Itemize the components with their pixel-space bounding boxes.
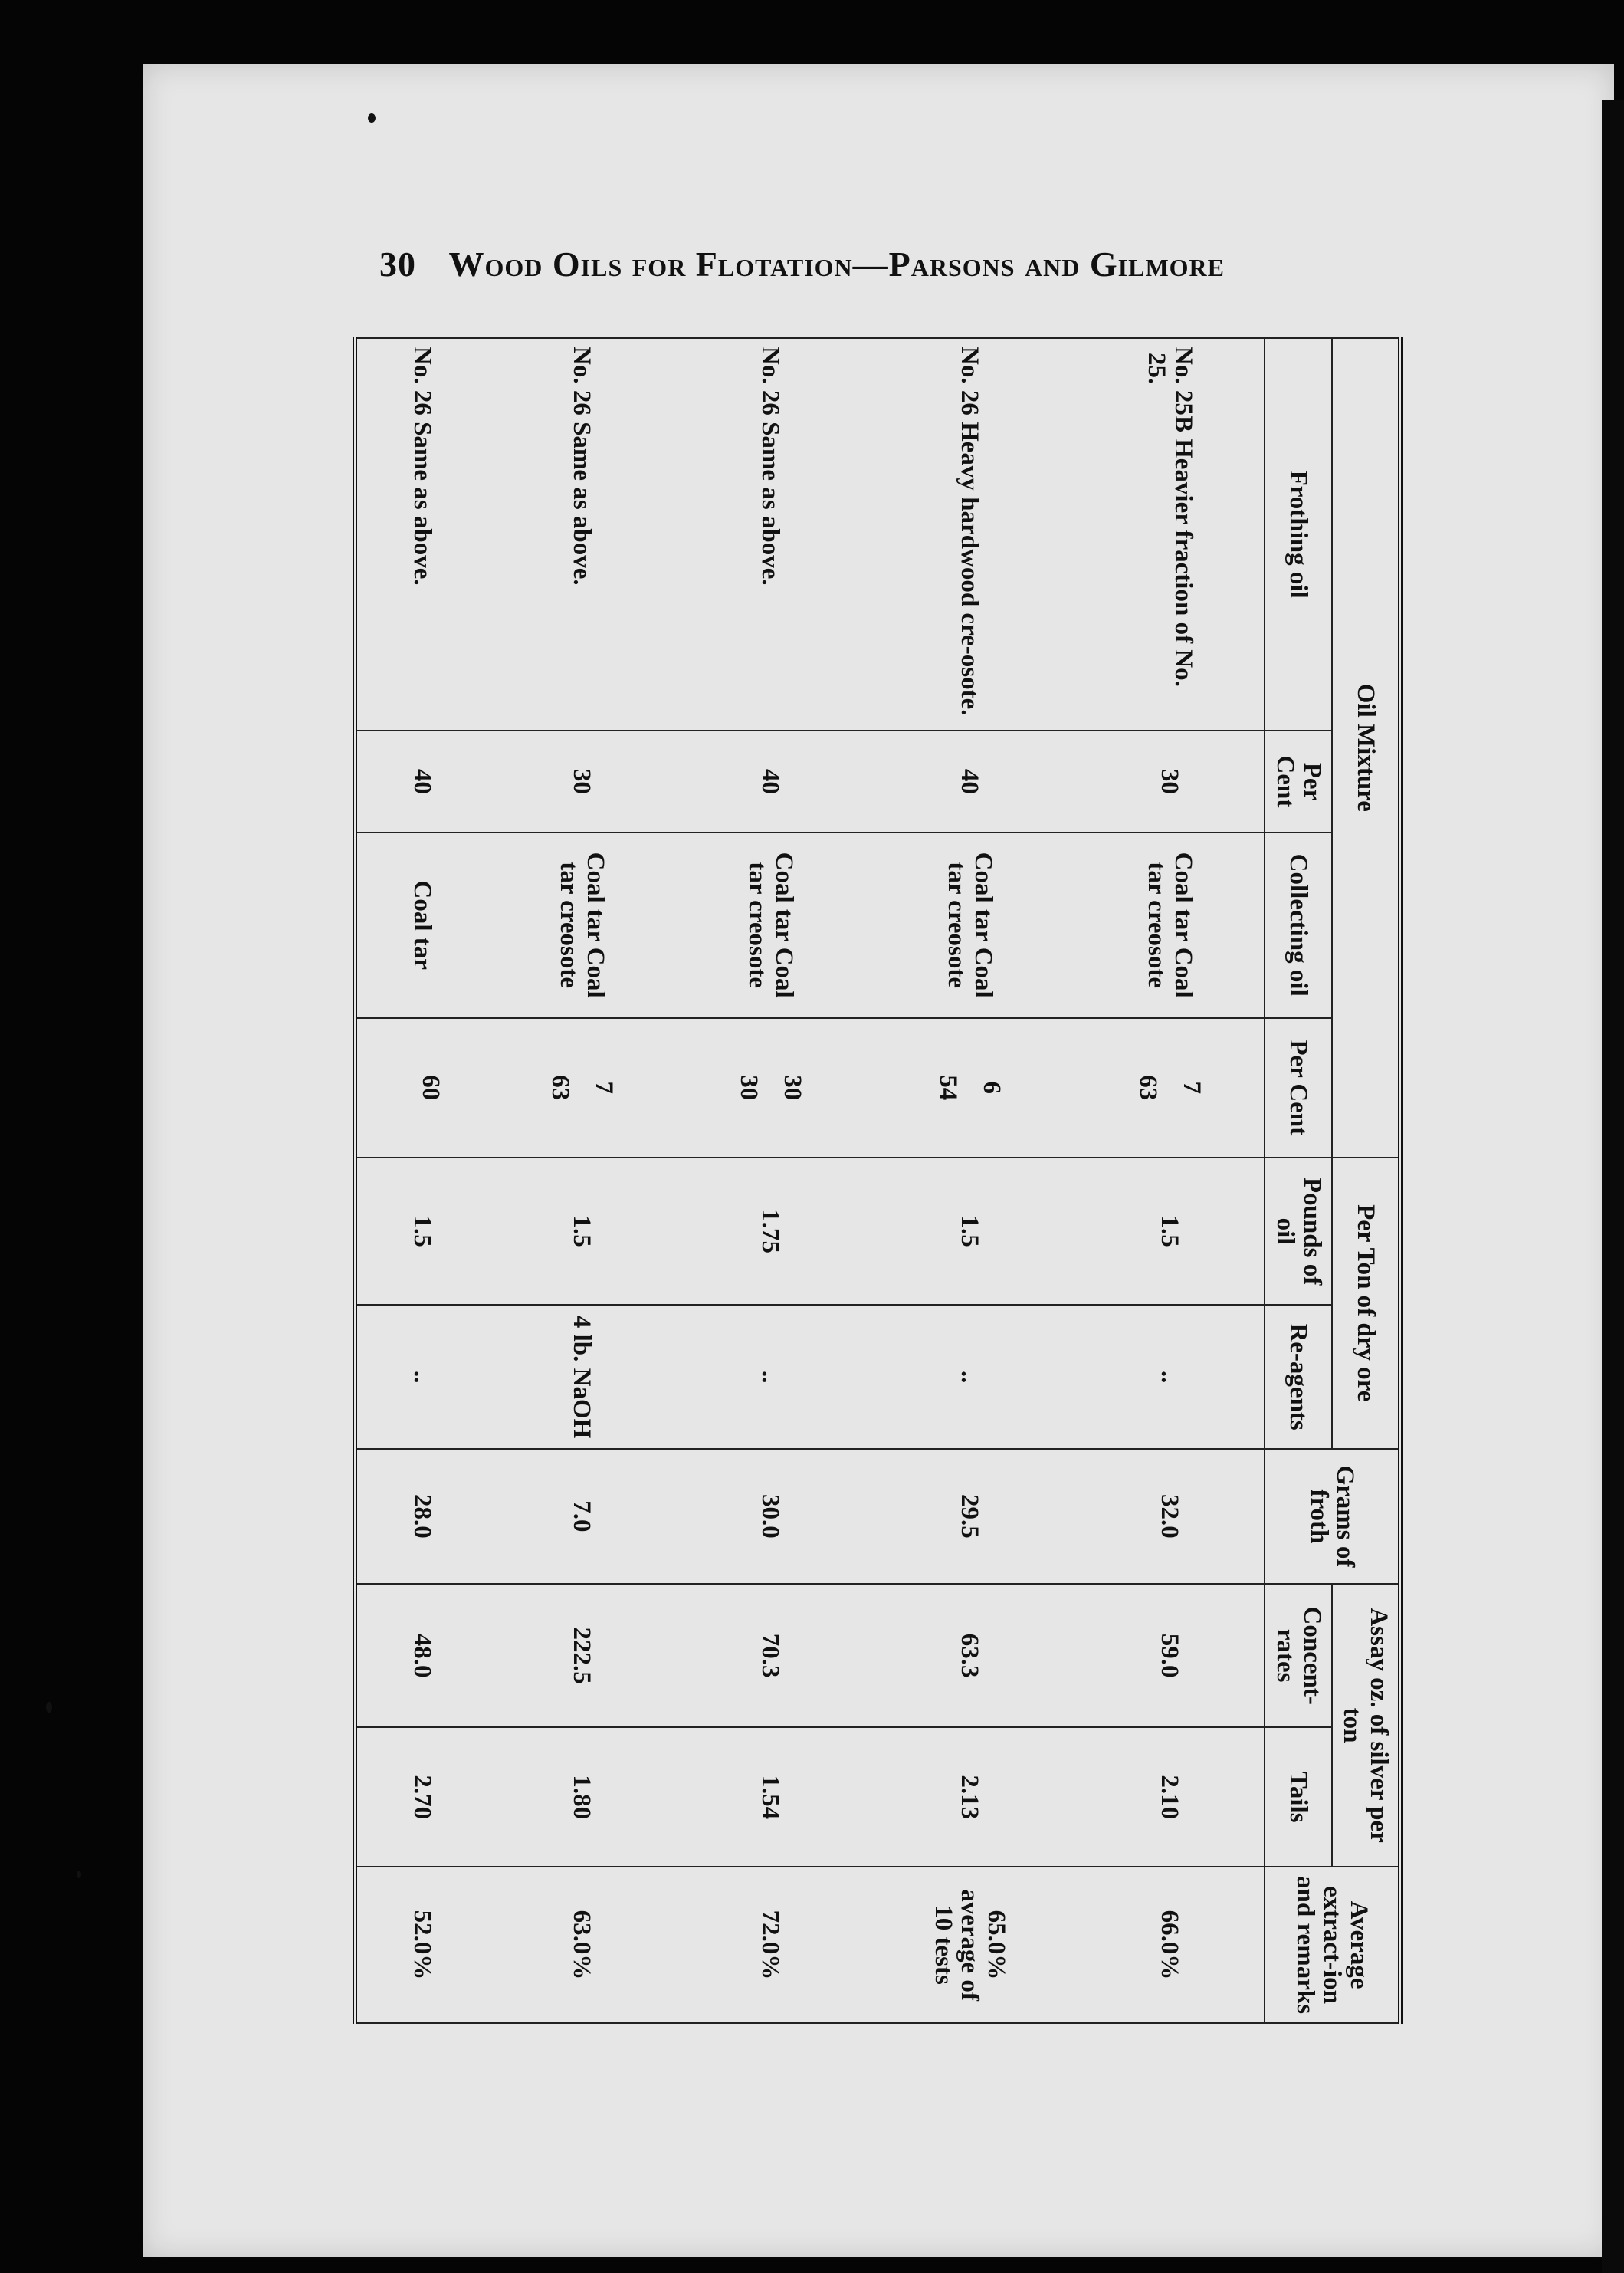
average-header: Average extract-ion and remarks: [1265, 1867, 1400, 2023]
per-cent-value: 7: [589, 1081, 618, 1095]
pounds-of-oil-cell: 1.5: [1074, 1158, 1265, 1306]
average-cell: 66.0%: [1074, 1867, 1265, 2023]
page-number: 30: [379, 245, 416, 284]
collecting-oil-cell: Coal tar Coal tar creosote: [864, 833, 1075, 1018]
average-cell: 65.0% average of 10 tests: [864, 1867, 1075, 2023]
average-cell: 52.0%: [355, 1867, 487, 2023]
collecting-oil-cell: Coal tar Coal tar creosote: [1074, 833, 1265, 1018]
scan-speck: [77, 1871, 81, 1878]
concentrates-cell: 63.3: [864, 1584, 1075, 1727]
collecting-oil-header: Collecting oil: [1265, 833, 1331, 1018]
scan-edge: [1602, 100, 1624, 2273]
oil-mixture-header: Oil Mixture: [1332, 338, 1400, 1158]
tails-cell: 2.13: [864, 1727, 1075, 1867]
average-cell: 63.0%: [487, 1867, 676, 2023]
reagents-cell: ..: [676, 1305, 864, 1448]
frothing-per-cent-cell: 40: [864, 731, 1075, 832]
pounds-of-oil-cell: 1.5: [355, 1158, 487, 1306]
concentrates-cell: 222.5: [487, 1584, 676, 1727]
assay-header: Assay oz. of silver per ton: [1332, 1584, 1400, 1867]
table-row: [864, 338, 1075, 2023]
pounds-of-oil-cell: 1.5: [864, 1158, 1075, 1306]
frothing-per-cent-cell: 40: [355, 731, 487, 832]
frothing-oil-cell: No. 26 Heavy hardwood cre-osote.: [864, 338, 1075, 731]
concentrates-header: Concent-rates: [1265, 1584, 1331, 1727]
frothing-oil-cell: No. 25B Heavier fraction of No. 25.: [1074, 338, 1265, 731]
running-title: Wood Oils for Flotation—Parsons and Gilmore: [448, 245, 1225, 284]
reagents-cell: ..: [1074, 1305, 1265, 1448]
frothing-per-cent-cell: 30: [1074, 731, 1265, 832]
grams-froth-cell: 30.0: [676, 1449, 864, 1584]
collecting-per-cent-cell: [1074, 1018, 1265, 1158]
pounds-of-oil-header: Pounds of oil: [1265, 1158, 1331, 1306]
reagents-header: Re-agents: [1265, 1305, 1331, 1448]
grams-froth-cell: 29.5: [864, 1449, 1075, 1584]
frothing-per-cent-header: Per Cent: [1265, 731, 1331, 832]
scan-speck: [368, 113, 376, 123]
collecting-oil-cell: Coal tar: [355, 833, 487, 1018]
collecting-per-cent-cell: [864, 1018, 1075, 1158]
tails-cell: 2.70: [355, 1727, 487, 1867]
tails-cell: 1.80: [487, 1727, 676, 1867]
table-row: [676, 338, 864, 2023]
concentrates-cell: 59.0: [1074, 1584, 1265, 1727]
flotation-results-table: [353, 337, 1403, 2024]
grams-froth-cell: 32.0: [1074, 1449, 1265, 1584]
frothing-oil-cell: No. 26 Same as above.: [676, 338, 864, 731]
per-cent-value: 7: [1177, 1081, 1206, 1095]
tails-header: Tails: [1265, 1727, 1331, 1867]
per-cent-value: 6: [977, 1081, 1006, 1095]
collecting-oil-cell: Coal tar Coal tar creosote: [487, 833, 676, 1018]
collecting-per-cent-cell: [676, 1018, 864, 1158]
collecting-per-cent-cell: [355, 1018, 487, 1158]
concentrates-cell: 48.0: [355, 1584, 487, 1727]
per-cent-value: 63: [546, 1075, 575, 1101]
frothing-oil-header: Frothing oil: [1265, 338, 1331, 731]
grams-froth-cell: 7.0: [487, 1449, 676, 1584]
grams-froth-cell: 28.0: [355, 1449, 487, 1584]
average-cell: 72.0%: [676, 1867, 864, 2023]
per-cent-value: 54: [934, 1075, 963, 1101]
frothing-per-cent-cell: 40: [676, 731, 864, 832]
tails-cell: 2.10: [1074, 1727, 1265, 1867]
pounds-of-oil-cell: 1.5: [487, 1158, 676, 1306]
group-header-row: [1332, 338, 1400, 2023]
grams-froth-header: Grams of froth: [1265, 1449, 1400, 1584]
per-cent-value: 63: [1134, 1075, 1162, 1101]
per-cent-value: 30: [778, 1075, 806, 1101]
per-cent-value: 60: [417, 1075, 445, 1101]
table-row: [355, 338, 487, 2023]
collecting-oil-cell: Coal tar Coal tar creosote: [676, 833, 864, 1018]
running-header: [379, 244, 1360, 284]
pounds-of-oil-cell: 1.75: [676, 1158, 864, 1306]
column-header-row: [1265, 338, 1331, 2023]
reagents-cell: 4 lb. NaOH: [487, 1305, 676, 1448]
collecting-per-cent-header: Per Cent: [1265, 1018, 1331, 1158]
frothing-per-cent-cell: 30: [487, 731, 676, 832]
table-row: [1074, 338, 1265, 2023]
per-cent-value: 30: [734, 1075, 763, 1101]
collecting-per-cent-cell: [487, 1018, 676, 1158]
reagents-cell: ..: [355, 1305, 487, 1448]
frothing-oil-cell: No. 26 Same as above.: [355, 338, 487, 731]
concentrates-cell: 70.3: [676, 1584, 864, 1727]
tails-cell: 1.54: [676, 1727, 864, 1867]
per-ton-header: Per Ton of dry ore: [1332, 1158, 1400, 1449]
frothing-oil-cell: No. 26 Same as above.: [487, 338, 676, 731]
table-row: [487, 338, 676, 2023]
rotated-table-container: [353, 337, 1403, 2024]
reagents-cell: ..: [864, 1305, 1075, 1448]
scan-speck: [46, 1702, 52, 1713]
